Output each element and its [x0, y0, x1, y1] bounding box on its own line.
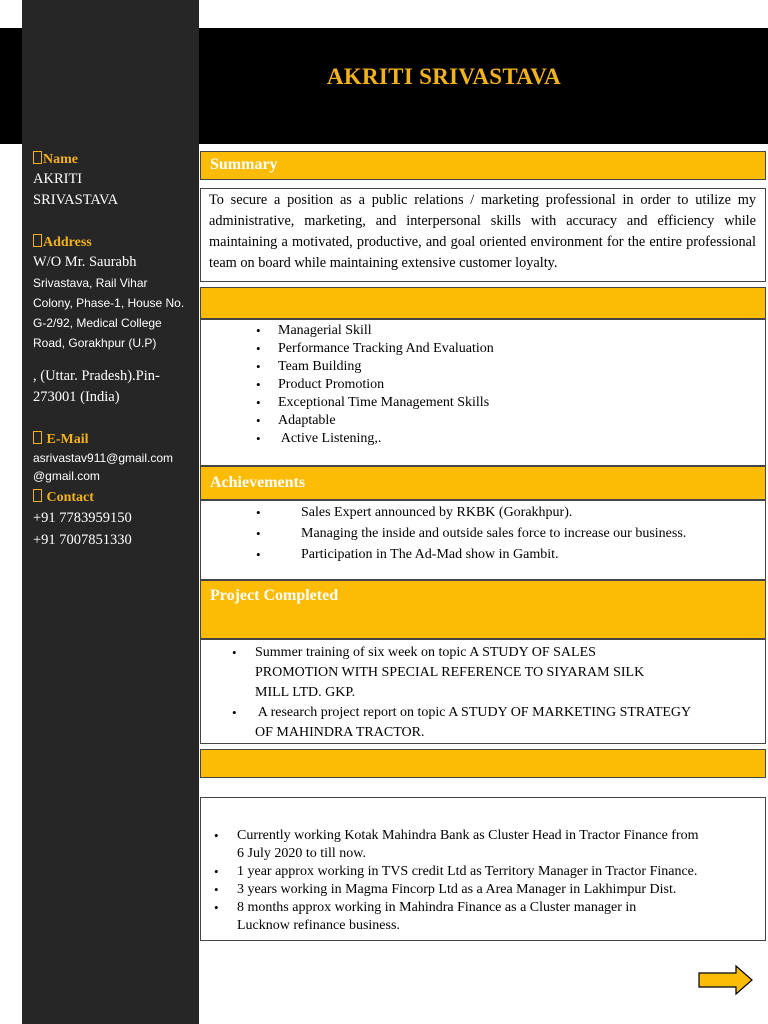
- name-line-2: SRIVASTAVA: [33, 192, 119, 208]
- summary-box: [200, 188, 766, 282]
- summary-text: To secure a position as a public relations / marketing professional in order to utilize my administrative, marketing, and interpersonal skills with accuracy and efficiency while maintaining a motivated, productive, and goal oriented environment for the entire professional team on board while maintaining extensive customer loyalty.: [209, 192, 756, 271]
- list-item: • Adaptable: [256, 413, 336, 428]
- address-line-1: W/O Mr. Saurabh: [33, 254, 137, 270]
- list-item: • Team Building: [256, 359, 362, 374]
- achievements-title: Achievements: [210, 474, 306, 491]
- experience-box: [200, 797, 766, 941]
- list-item: • Participation in The Ad-Mad show in Gambit.: [256, 547, 559, 562]
- address-icon: [33, 234, 42, 247]
- address-line-3: Colony, Phase-1, House No.: [33, 296, 185, 310]
- summary-header: [200, 151, 766, 180]
- address-label: Address: [33, 234, 195, 252]
- projects-list: [201, 640, 765, 743]
- email-icon: [33, 431, 42, 444]
- sidebar-contact-section: [33, 489, 195, 551]
- projects-title: Project Completed: [210, 587, 339, 604]
- address-line-5: Road, Gorakhpur (U.P): [33, 336, 157, 350]
- sidebar-email-section: [33, 431, 195, 485]
- list-item: • Active Listening,.: [256, 431, 382, 446]
- phone-2: +91 7007851330: [33, 532, 132, 548]
- name-icon: [33, 151, 42, 164]
- skills-list: [201, 320, 765, 448]
- page-title: AKRITI SRIVASTAVA: [326, 64, 562, 89]
- list-item: • Managerial Skill: [256, 323, 372, 338]
- name-label: Name: [33, 151, 195, 169]
- email-label: E-Mail: [33, 431, 195, 449]
- list-item: • 8 months approx working in Mahindra Finance as a Cluster manager in Lucknow refinance business.: [214, 900, 637, 933]
- list-item: • Exceptional Time Management Skills: [256, 395, 490, 410]
- email-line-1: asrivastav911@gmail.com: [33, 451, 174, 465]
- address-line-4: G-2/92, Medical College: [33, 316, 162, 330]
- email-line-2: @gmail.com: [33, 469, 100, 483]
- phone-icon: [33, 489, 42, 502]
- address-line-7: 273001 (India): [33, 389, 120, 405]
- contact-label: Contact: [33, 489, 195, 507]
- list-item: • Product Promotion: [256, 377, 385, 392]
- experience-list: [201, 798, 765, 935]
- list-item: • Sales Expert announced by RKBK (Gorakhpur).: [256, 505, 573, 520]
- phone-1: +91 7783959150: [33, 510, 132, 526]
- skills-box: [200, 319, 766, 466]
- name-line-1: AKRITI: [33, 171, 83, 187]
- right-arrow-icon[interactable]: [698, 964, 754, 996]
- list-item: • Summer training of six week on topic A STUDY OF SALES PROMOTION WITH SPECIAL REFERENCE TO SIYARAM SILK MILL LTD. GKP.: [232, 645, 645, 700]
- list-item: • A research project report on topic A STUDY OF MARKETING STRATEGY OF MAHINDRA TRACTOR.: [232, 705, 692, 740]
- achievements-header: [200, 466, 766, 500]
- experience-header: [200, 749, 766, 778]
- achievements-box: [200, 500, 766, 580]
- achievements-list: [201, 501, 765, 565]
- projects-header: [200, 580, 766, 639]
- summary-title: Summary: [210, 156, 278, 173]
- list-item: • Performance Tracking And Evaluation: [256, 341, 494, 356]
- list-item: • 3 years working in Magma Fincorp Ltd as a Area Manager in Lakhimpur Dist.: [214, 882, 677, 897]
- projects-box: [200, 639, 766, 744]
- sidebar-name-section: [33, 151, 195, 211]
- header-left-strip: [0, 28, 22, 144]
- list-item: • Managing the inside and outside sales force to increase our business.: [256, 526, 687, 541]
- sidebar-address-section: [33, 234, 195, 408]
- address-line-6: , (Uttar. Pradesh).Pin-: [33, 368, 160, 384]
- skills-header: [200, 287, 766, 319]
- list-item: • Currently working Kotak Mahindra Bank as Cluster Head in Tractor Finance from 6 July 2020 to till now.: [214, 828, 699, 861]
- list-item: • 1 year approx working in TVS credit Ltd as Territory Manager in Tractor Finance.: [214, 864, 698, 879]
- address-line-2: Srivastava, Rail Vihar: [33, 276, 148, 290]
